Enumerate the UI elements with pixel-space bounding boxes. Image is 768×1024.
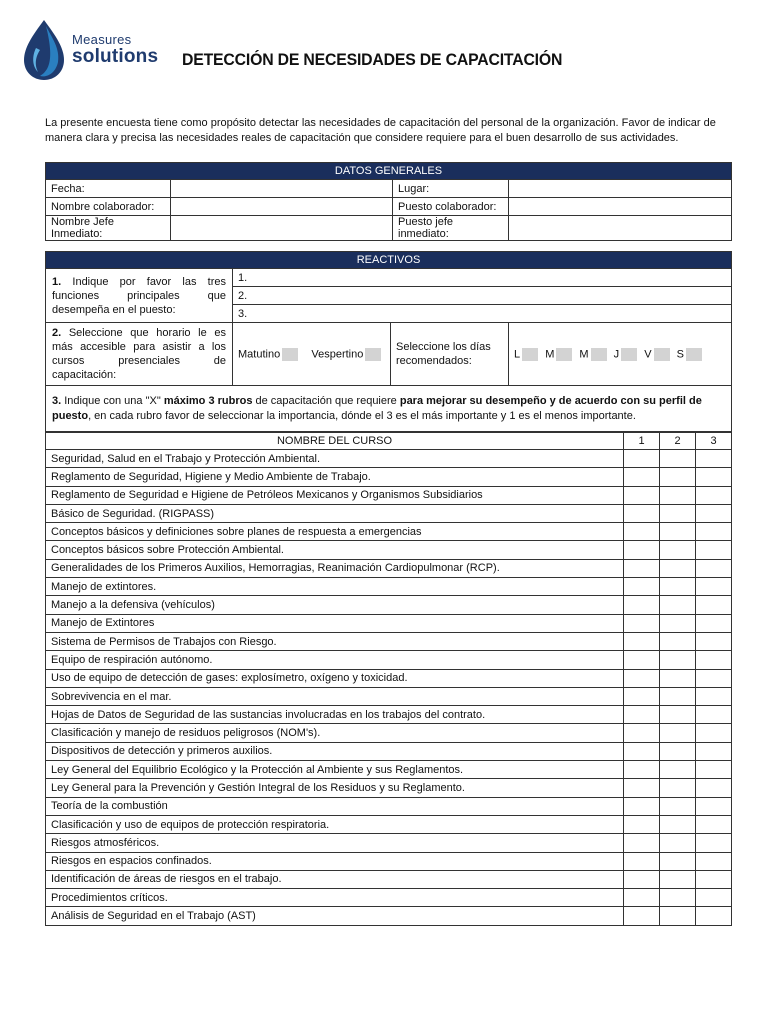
question-3-text-a: Indique con una "X" [64, 394, 164, 407]
importance-2-cell[interactable] [660, 450, 696, 468]
importance-1-cell[interactable] [624, 523, 660, 541]
question-3-bold-a: máximo 3 rubros [163, 394, 253, 407]
question-3-text-b: de capacitación que requiere [252, 394, 400, 407]
importance-2-header: 2 [660, 433, 696, 450]
table-row [46, 742, 732, 760]
table-row [46, 870, 732, 888]
course-name: Ley General del Equilibrio Ecológico y la Protección al Ambiente y sus Reglamentos. [46, 761, 624, 779]
importance-1-cell[interactable] [624, 504, 660, 522]
importance-2-cell[interactable] [660, 578, 696, 596]
funcion-2-field[interactable]: 2. [233, 287, 732, 305]
importance-1-cell[interactable] [624, 468, 660, 486]
importance-1-cell[interactable] [624, 596, 660, 614]
question-3-bold-b: para mejorar su desempeño y de acuerdo con su perfil de puesto [52, 394, 702, 422]
importance-2-cell[interactable] [660, 669, 696, 687]
lugar-label: Lugar: [393, 180, 509, 198]
importance-3-cell[interactable] [696, 724, 732, 742]
importance-3-cell[interactable] [696, 870, 732, 888]
importance-2-cell[interactable] [660, 834, 696, 852]
day-checkbox[interactable] [621, 348, 637, 361]
importance-1-cell[interactable] [624, 761, 660, 779]
datos-generales-table [45, 162, 732, 241]
puesto-colaborador-field[interactable] [509, 198, 732, 216]
vespertino-checkbox[interactable] [365, 348, 381, 361]
importance-1-cell[interactable] [624, 742, 660, 760]
importance-3-cell[interactable] [696, 486, 732, 504]
importance-1-cell[interactable] [624, 450, 660, 468]
importance-2-cell[interactable] [660, 687, 696, 705]
table-row [46, 559, 732, 577]
nombre-del-curso-header: NOMBRE DEL CURSO [46, 433, 624, 450]
importance-1-cell[interactable] [624, 651, 660, 669]
course-name: Procedimientos críticos. [46, 889, 624, 907]
table-row [46, 523, 732, 541]
day-label: M [545, 348, 555, 360]
flame-logo-icon [22, 18, 66, 82]
course-name: Clasificación y manejo de residuos peligrosos (NOM's). [46, 724, 624, 742]
question-2-number: 2. [52, 327, 62, 339]
dias-label: Seleccione los días recomendados: [391, 323, 509, 386]
day-label: J [613, 348, 620, 360]
importance-1-cell[interactable] [624, 486, 660, 504]
importance-2-cell[interactable] [660, 724, 696, 742]
course-name: Básico de Seguridad. (RIGPASS) [46, 504, 624, 522]
document-title: DETECCIÓN DE NECESIDADES DE CAPACITACIÓN [182, 50, 563, 69]
question-1 [46, 269, 233, 323]
importance-1-cell[interactable] [624, 779, 660, 797]
importance-3-cell[interactable] [696, 761, 732, 779]
course-name: Riesgos en espacios confinados. [46, 852, 624, 870]
importance-1-header: 1 [624, 433, 660, 450]
matutino-label: Matutino [238, 348, 281, 360]
day-checkbox[interactable] [522, 348, 538, 361]
table-row [46, 632, 732, 650]
importance-3-cell[interactable] [696, 669, 732, 687]
table-row [46, 889, 732, 907]
nombre-jefe-label: Nombre Jefe Inmediato: [46, 216, 171, 241]
importance-1-cell[interactable] [624, 889, 660, 907]
question-2-text: Seleccione que horario le es más accesible para asistir a los cursos presenciales de capacitación: [52, 327, 227, 381]
table-row [46, 504, 732, 522]
course-name: Dispositivos de detección y primeros auxilios. [46, 742, 624, 760]
table-row [46, 216, 732, 241]
importance-2-cell[interactable] [660, 706, 696, 724]
table-row [46, 834, 732, 852]
importance-1-cell[interactable] [624, 687, 660, 705]
course-name: Generalidades de los Primeros Auxilios, Hemorragias, Reanimación Cardiopulmonar (RCP). [46, 559, 624, 577]
table-row [46, 706, 732, 724]
reactivos-header: REACTIVOS [46, 252, 732, 269]
course-name: Conceptos básicos y definiciones sobre planes de respuesta a emergencias [46, 523, 624, 541]
intro-paragraph: La presente encuesta tiene como propósito detectar las necesidades de capacitación del personal de la organización. Favor de indicar de manera clara y precisa las necesidades reales de capacitación que considere requiere para el buen desarrollo de sus actividades. [45, 117, 716, 144]
table-row [46, 468, 732, 486]
page-header [0, 0, 768, 90]
funcion-1-field[interactable]: 1. [233, 269, 732, 287]
lugar-field[interactable] [509, 180, 732, 198]
importance-1-cell[interactable] [624, 541, 660, 559]
course-name: Riesgos atmosféricos. [46, 834, 624, 852]
importance-1-cell[interactable] [624, 815, 660, 833]
table-row [46, 907, 732, 925]
importance-3-cell[interactable] [696, 797, 732, 815]
importance-2-cell[interactable] [660, 468, 696, 486]
importance-3-cell[interactable] [696, 706, 732, 724]
importance-3-cell[interactable] [696, 450, 732, 468]
day-checkbox[interactable] [686, 348, 702, 361]
course-name: Hojas de Datos de Seguridad de las sustancias involucradas en los trabajos del contrato. [46, 706, 624, 724]
importance-2-cell[interactable] [660, 797, 696, 815]
table-row [46, 596, 732, 614]
importance-1-cell[interactable] [624, 559, 660, 577]
importance-3-cell[interactable] [696, 779, 732, 797]
importance-3-cell[interactable] [696, 614, 732, 632]
importance-3-cell[interactable] [696, 687, 732, 705]
importance-1-cell[interactable] [624, 632, 660, 650]
importance-2-cell[interactable] [660, 486, 696, 504]
importance-1-cell[interactable] [624, 870, 660, 888]
fecha-field[interactable] [171, 180, 393, 198]
importance-3-cell[interactable] [696, 541, 732, 559]
puesto-colaborador-label: Puesto colaborador: [393, 198, 509, 216]
importance-1-cell[interactable] [624, 724, 660, 742]
course-name: Manejo de Extintores [46, 614, 624, 632]
importance-1-cell[interactable] [624, 852, 660, 870]
table-row [46, 797, 732, 815]
funcion-3-field[interactable]: 3. [233, 305, 732, 323]
cursos-table [45, 432, 732, 926]
nombre-colaborador-field[interactable] [171, 198, 393, 216]
importance-3-cell[interactable] [696, 834, 732, 852]
table-row [46, 578, 732, 596]
question-2 [46, 323, 233, 386]
question-3-text-c: , en cada rubro favor de seleccionar la importancia, dónde el 3 es el más importante y 1 es el menos importante. [88, 409, 636, 422]
day-checkbox[interactable] [591, 348, 607, 361]
importance-1-cell[interactable] [624, 797, 660, 815]
importance-1-cell[interactable] [624, 706, 660, 724]
importance-3-cell[interactable] [696, 504, 732, 522]
importance-3-cell[interactable] [696, 596, 732, 614]
puesto-jefe-label: Puesto jefe inmediato: [393, 216, 509, 241]
table-row [46, 651, 732, 669]
day-label: L [514, 348, 521, 360]
importance-3-cell[interactable] [696, 907, 732, 925]
question-1-text: Indique por favor las tres funciones principales que desempeña en el puesto: [52, 275, 226, 316]
brand-line-1: Measures [72, 32, 132, 47]
course-name: Sobrevivencia en el mar. [46, 687, 624, 705]
datos-generales-header: DATOS GENERALES [46, 163, 732, 180]
importance-3-cell[interactable] [696, 523, 732, 541]
importance-2-cell[interactable] [660, 742, 696, 760]
importance-1-cell[interactable] [624, 578, 660, 596]
course-name: Manejo a la defensiva (vehículos) [46, 596, 624, 614]
importance-2-cell[interactable] [660, 779, 696, 797]
importance-1-cell[interactable] [624, 614, 660, 632]
importance-1-cell[interactable] [624, 907, 660, 925]
importance-2-cell[interactable] [660, 614, 696, 632]
nombre-jefe-field[interactable] [171, 216, 393, 241]
table-row [46, 761, 732, 779]
question-3 [46, 386, 732, 432]
vespertino-label: Vespertino [311, 348, 364, 360]
importance-1-cell[interactable] [624, 669, 660, 687]
table-row [46, 669, 732, 687]
question-1-number: 1. [52, 275, 62, 288]
day-checkbox[interactable] [556, 348, 572, 361]
importance-3-cell[interactable] [696, 852, 732, 870]
table-row [46, 687, 732, 705]
table-row [46, 852, 732, 870]
puesto-jefe-field[interactable] [509, 216, 732, 241]
cursos-header-row [46, 433, 732, 450]
table-row [46, 724, 732, 742]
importance-3-cell[interactable] [696, 578, 732, 596]
importance-2-cell[interactable] [660, 889, 696, 907]
course-name: Sistema de Permisos de Trabajos con Riesgo. [46, 632, 624, 650]
importance-2-cell[interactable] [660, 523, 696, 541]
importance-2-cell[interactable] [660, 815, 696, 833]
course-name: Uso de equipo de detección de gases: explosímetro, oxígeno y toxicidad. [46, 669, 624, 687]
nombre-colaborador-label: Nombre colaborador: [46, 198, 171, 216]
course-name: Análisis de Seguridad en el Trabajo (AST) [46, 907, 624, 925]
importance-2-cell[interactable] [660, 504, 696, 522]
table-row [46, 450, 732, 468]
table-row [46, 198, 732, 216]
day-label: M [579, 348, 589, 360]
importance-2-cell[interactable] [660, 907, 696, 925]
course-name: Reglamento de Seguridad, Higiene y Medio Ambiente de Trabajo. [46, 468, 624, 486]
matutino-checkbox[interactable] [282, 348, 298, 361]
table-row [46, 180, 732, 198]
day-label: S [676, 348, 684, 360]
importance-3-cell[interactable] [696, 742, 732, 760]
course-name: Reglamento de Seguridad e Higiene de Petróleos Mexicanos y Organismos Subsidiarios [46, 486, 624, 504]
course-name: Clasificación y uso de equipos de protección respiratoria. [46, 815, 624, 833]
day-checkbox[interactable] [654, 348, 670, 361]
brand-line-2: solutions [72, 46, 159, 67]
importance-3-cell[interactable] [696, 632, 732, 650]
company-logo [22, 18, 172, 82]
importance-2-cell[interactable] [660, 596, 696, 614]
importance-3-cell[interactable] [696, 815, 732, 833]
course-name: Equipo de respiración autónomo. [46, 651, 624, 669]
course-name: Teoría de la combustión [46, 797, 624, 815]
importance-2-cell[interactable] [660, 651, 696, 669]
importance-2-cell[interactable] [660, 761, 696, 779]
course-name: Identificación de áreas de riesgos en el trabajo. [46, 870, 624, 888]
table-row [46, 541, 732, 559]
importance-3-cell[interactable] [696, 559, 732, 577]
horario-options [233, 323, 391, 386]
importance-2-cell[interactable] [660, 870, 696, 888]
course-name: Manejo de extintores. [46, 578, 624, 596]
importance-3-cell[interactable] [696, 889, 732, 907]
dias-options [509, 323, 732, 386]
fecha-label: Fecha: [46, 180, 171, 198]
importance-3-cell[interactable] [696, 468, 732, 486]
table-row [46, 614, 732, 632]
day-label: V [644, 348, 652, 360]
importance-2-cell[interactable] [660, 541, 696, 559]
table-row [46, 779, 732, 797]
importance-1-cell[interactable] [624, 834, 660, 852]
table-row [46, 486, 732, 504]
question-3-number: 3. [52, 394, 62, 407]
importance-2-cell[interactable] [660, 852, 696, 870]
importance-3-header: 3 [696, 433, 732, 450]
course-name: Ley General para la Prevención y Gestión Integral de los Residuos y su Reglamento. [46, 779, 624, 797]
reactivos-table [45, 251, 732, 432]
importance-2-cell[interactable] [660, 559, 696, 577]
importance-2-cell[interactable] [660, 632, 696, 650]
course-name: Seguridad, Salud en el Trabajo y Protección Ambiental. [46, 450, 624, 468]
table-row [46, 815, 732, 833]
importance-3-cell[interactable] [696, 651, 732, 669]
course-name: Conceptos básicos sobre Protección Ambiental. [46, 541, 624, 559]
